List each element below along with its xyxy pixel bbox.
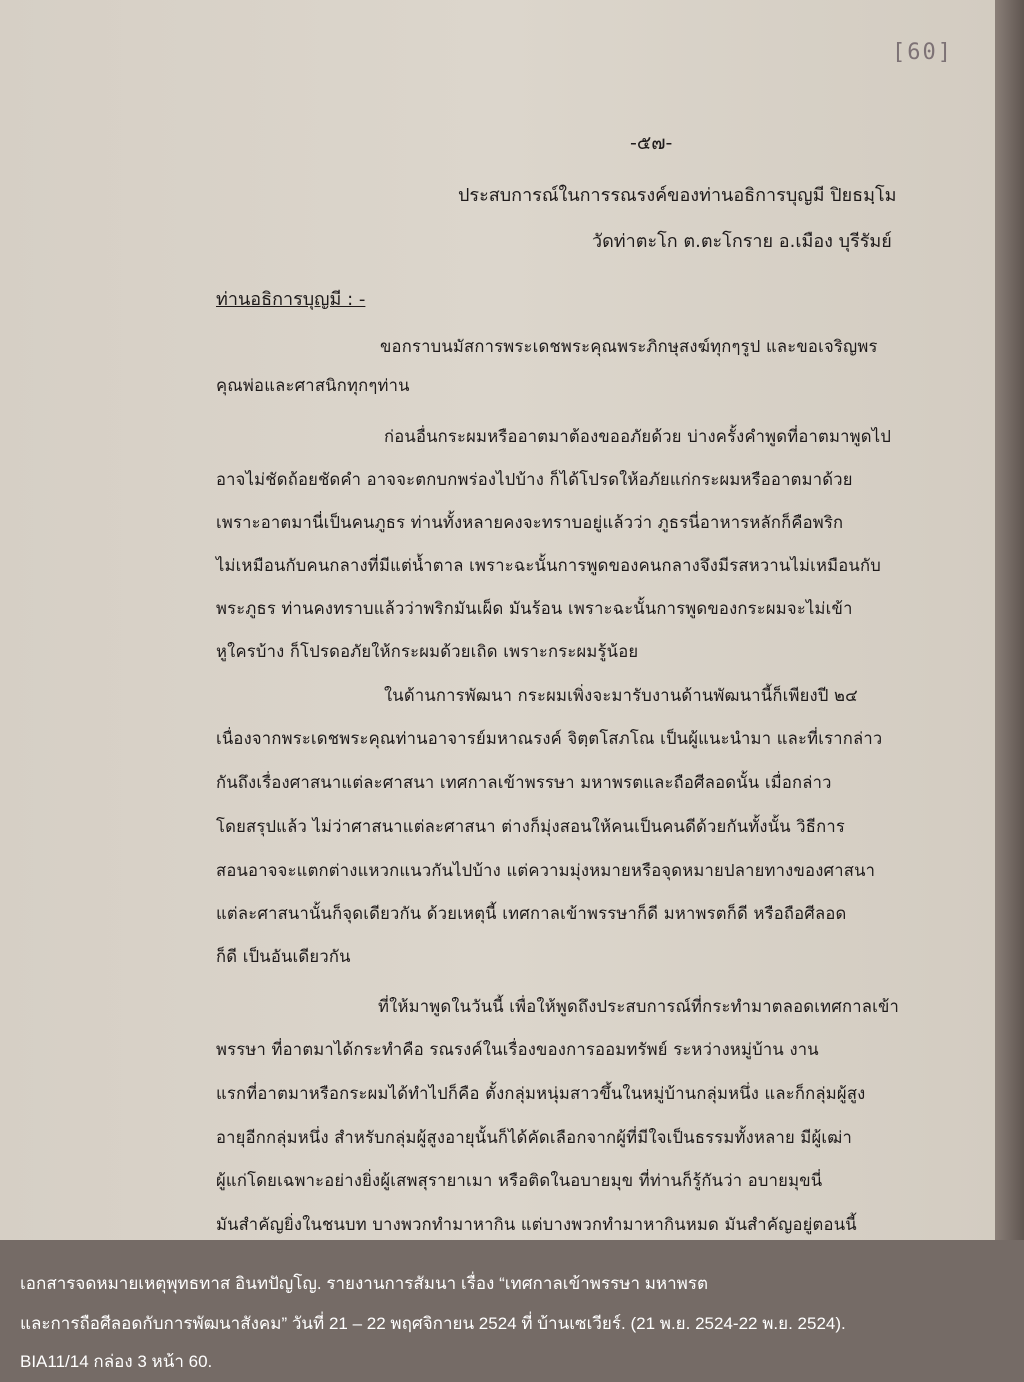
caption-line: BIA11/14 กล่อง 3 หน้า 60. bbox=[20, 1352, 213, 1371]
document-subtitle: วัดท่าตะโก ต.ตะโกราย อ.เมือง บุรีรัมย์ bbox=[592, 231, 892, 252]
text-line: อาจไม่ชัดถ้อยชัดคำ อาจจะตกบกพร่องไปบ้าง ก็ได้โปรดให้อภัยแก่กระผมหรืออาตมาด้วย bbox=[216, 470, 853, 489]
speaker-heading: ท่านอธิการบุญมี : - bbox=[216, 289, 366, 310]
page-edge-shadow bbox=[995, 0, 1024, 1240]
document-title: ประสบการณ์ในการรณรงค์ของท่านอธิการบุญมี ปิยธมฺโม bbox=[458, 185, 897, 206]
text-line: ผู้แก่โดยเฉพาะอย่างยิ่งผู้เสพสุรายาเมา หรือติดในอบายมุข ที่ท่านก็รู้กันว่า อบายมุขนี่ bbox=[216, 1171, 823, 1190]
page-number: -๕๗- bbox=[630, 132, 673, 154]
caption-line: เอกสารจดหมายเหตุพุทธทาส อินทปัญโญ. รายงานการสัมนา เรื่อง “เทศกาลเข้าพรรษา มหาพรต bbox=[20, 1274, 709, 1293]
text-line: พรรษา ที่อาตมาได้กระทำคือ รณรงค์ในเรื่องของการออมทรัพย์ ระหว่างหมู่บ้าน งาน bbox=[216, 1040, 819, 1059]
text-line: แต่ละศาสนานั้นก็จุดเดียวกัน ด้วยเหตุนี้ เทศกาลเข้าพรรษาก็ดี มหาพรตก็ดี หรือถือศีลอด bbox=[216, 904, 847, 923]
text-line: กันถึงเรื่องศาสนาแต่ละศาสนา เทศกาลเข้าพรรษา มหาพรตและถือศีลอดนั้น เมื่อกล่าว bbox=[216, 773, 832, 792]
text-line: ก่อนอื่นกระผมหรืออาตมาต้องขออภัยด้วย บ่างครั้งคำพูดที่อาตมาพูดไป bbox=[384, 427, 892, 446]
text-line: หูใครบ้าง ก็โปรดอภัยให้กระผมด้วยเถิด เพราะกระผมรู้น้อย bbox=[216, 642, 639, 661]
text-line: พระภูธร ท่านคงทราบแล้วว่าพริกมันเผ็ด มันร้อน เพราะฉะนั้นการพูดของกระผมจะไม่เข้า bbox=[216, 599, 853, 618]
text-line: ไม่เหมือนกับคนกลางที่มีแต่น้ำตาล เพราะฉะนั้นการพูดของคนกลางจึงมีรสหวานไม่เหมือนกับ bbox=[216, 556, 881, 575]
folio-number: [60] bbox=[892, 40, 953, 65]
text-line: เพราะอาตมานี่เป็นคนภูธร ท่านทั้งหลายคงจะทราบอยู่แล้วว่า ภูธรนี่อาหารหลักก็คือพริก bbox=[216, 513, 844, 532]
text-line: สอนอาจจะแตกต่างแหวกแนวกันไปบ้าง แต่ความมุ่งหมายหรือจุดหมายปลายทางของศาสนา bbox=[216, 861, 876, 880]
text-line: ในด้านการพัฒนา กระผมเพิ่งจะมารับงานด้านพัฒนานี้ก็เพียงปี ๒๔ bbox=[384, 686, 858, 705]
text-line: โดยสรุปแล้ว ไม่ว่าศาสนาแต่ละศาสนา ต่างก็มุ่งสอนให้คนเป็นคนดีด้วยกันทั้งนั้น วิธีการ bbox=[216, 817, 845, 836]
text-line: ก็ดี เป็นอันเดียวกัน bbox=[216, 947, 351, 966]
text-line: ที่ให้มาพูดในวันนี้ เพื่อให้พูดถึงประสบการณ์ที่กระทำมาตลอดเทศกาลเข้า bbox=[378, 997, 900, 1016]
text-line: อายุอีกกลุ่มหนึ่ง สำหรับกลุ่มผู้สูงอายุนั้นก็ได้คัดเลือกจากผู้ที่มีใจเป็นธรรมทั้งหลาย มีผู้เฒ่า bbox=[216, 1128, 853, 1147]
text-line: มันสำคัญยิ่งในชนบท บางพวกทำมาหากิน แต่บางพวกทำมาหากินหมด มันสำคัญอยู่ตอนนี้ bbox=[216, 1215, 857, 1234]
archive-caption bbox=[0, 1240, 1024, 1382]
text-line: ขอกราบนมัสการพระเดชพระคุณพระภิกษุสงฆ์ทุกๆรูป และขอเจริญพร bbox=[380, 337, 878, 356]
text-line: แรกที่อาตมาหรือกระผมได้ทำไปก็คือ ตั้งกลุ่มหนุ่มสาวขึ้นในหมู่บ้านกลุ่มหนึ่ง และก็กลุ่มผู้สูง bbox=[216, 1084, 866, 1103]
text-line: เนื่องจากพระเดชพระคุณท่านอาจารย์มหาณรงค์ จิตฺตโสภโณ เป็นผู้แนะนำมา และที่เรากล่าว bbox=[216, 729, 883, 748]
caption-line: และการถือศีลอดกับการพัฒนาสังคม” วันที่ 21 – 22 พฤศจิกายน 2524 ที่ บ้านเซเวียร์. (21 พ.ย. 2524-22 พ.ย. 2524). bbox=[20, 1314, 846, 1333]
text-line: คุณพ่อและศาสนิกทุกๆท่าน bbox=[216, 376, 410, 395]
